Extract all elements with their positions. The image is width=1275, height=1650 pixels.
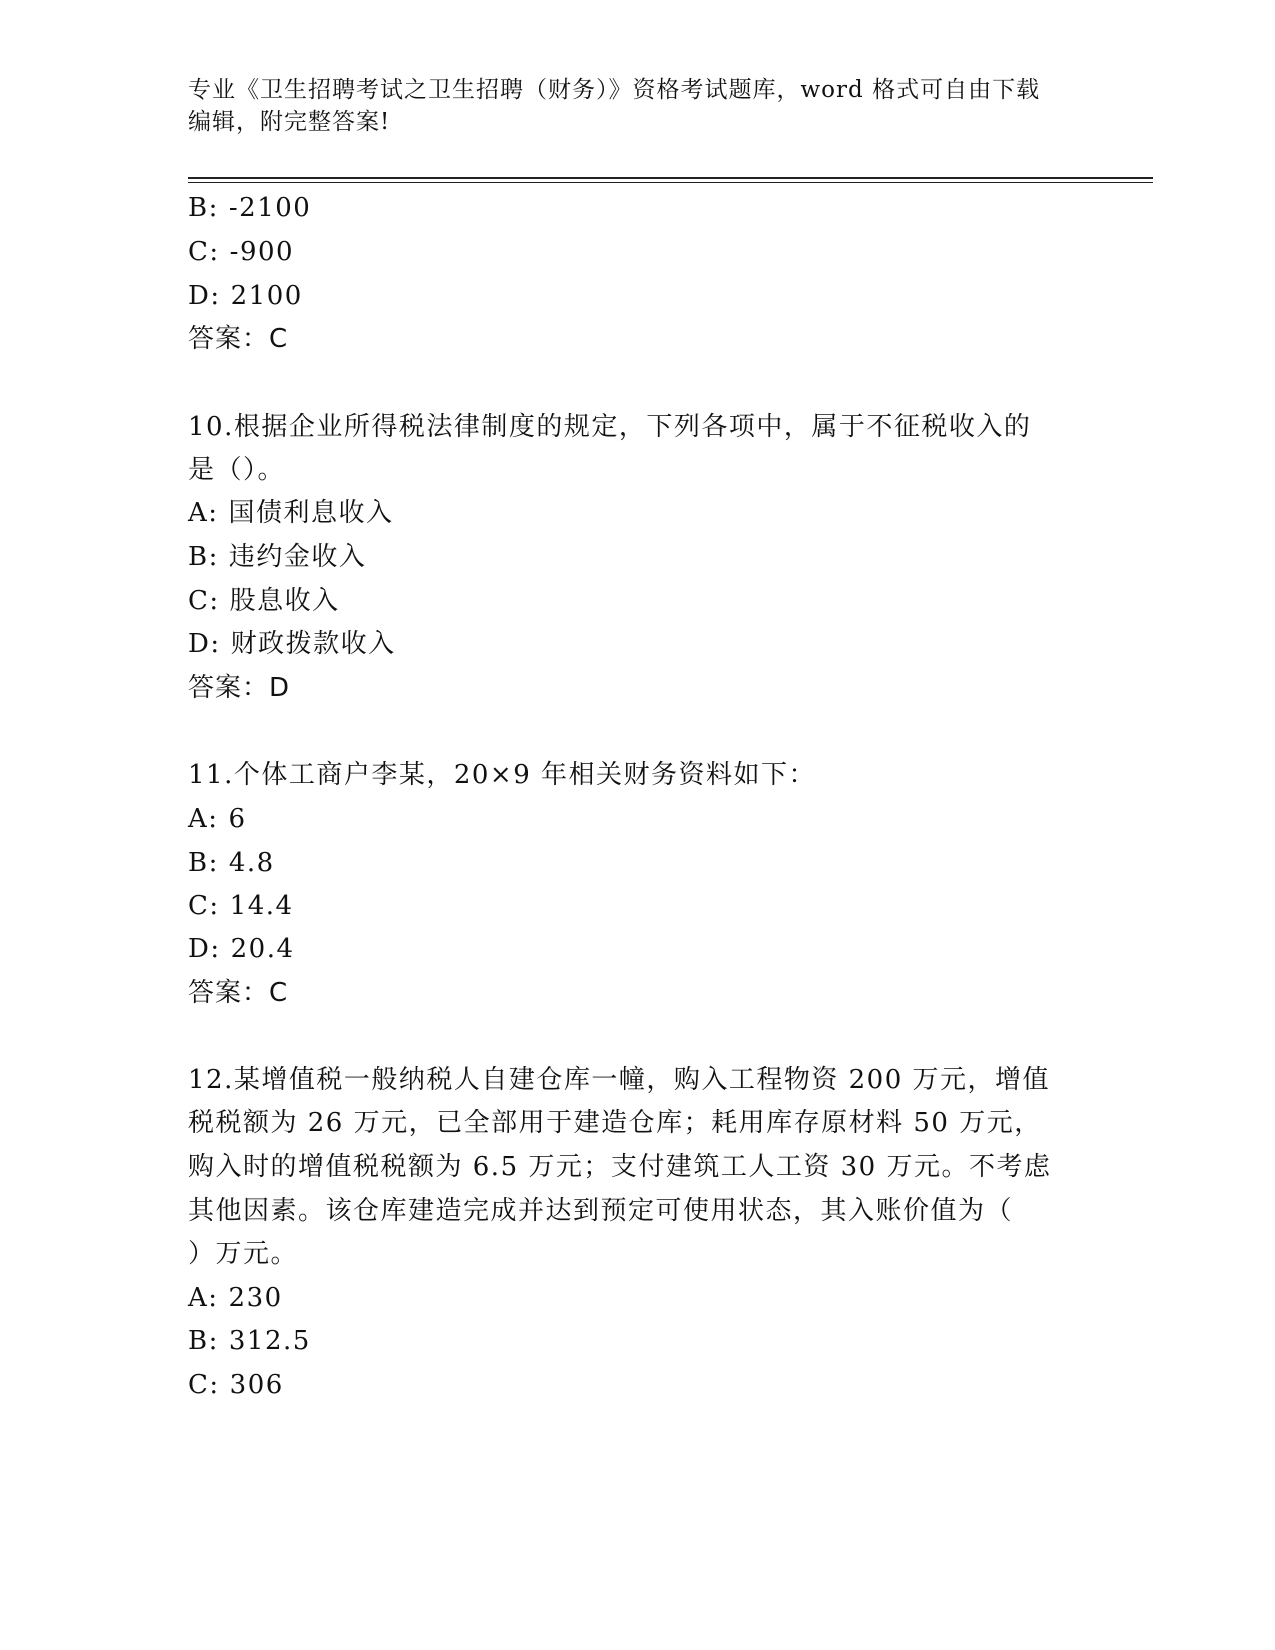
option-letter: B: (188, 848, 219, 878)
q11-option-c (188, 891, 294, 921)
option-text: 14.4 (229, 891, 294, 921)
q9-option-c (188, 237, 294, 267)
q10-option-b (188, 542, 366, 572)
option-text: 6 (228, 804, 247, 834)
option-text: 4.8 (228, 848, 275, 878)
option-text: 230 (228, 1283, 283, 1313)
option-letter: C: (188, 237, 220, 267)
header-divider-thin (188, 182, 1153, 183)
option-text: 312.5 (228, 1326, 311, 1356)
option-letter: A: (188, 804, 219, 834)
option-letter: B: (188, 193, 219, 223)
q9-answer: 答案：C (188, 324, 289, 354)
option-text: 违约金收入 (228, 542, 367, 572)
option-text: 股息收入 (229, 586, 340, 616)
q10-option-a (188, 498, 394, 528)
q12-stem-line-1: 12.某增值税一般纳税人自建仓库一幢，购入工程物资 200 万元，增值 (188, 1065, 1051, 1095)
q10-stem-line-1: 10.根据企业所得税法律制度的规定，下列各项中，属于不征税收入的 (188, 412, 1032, 442)
q11-stem-line-1: 11.个体工商户李某，20×9 年相关财务资料如下： (188, 760, 817, 790)
option-text: 306 (229, 1370, 284, 1400)
header-line-2: 编辑，附完整答案! (188, 109, 391, 135)
q10-option-d (188, 629, 396, 659)
q10-stem-line-2: 是（）。 (188, 455, 286, 485)
option-text: -900 (229, 237, 295, 267)
option-text: 财政拨款收入 (230, 629, 396, 659)
q11-option-d (188, 934, 295, 964)
option-text: -2100 (228, 193, 312, 223)
q12-option-a (188, 1283, 283, 1313)
option-text: 国债利息收入 (228, 498, 394, 528)
option-letter: D: (188, 934, 221, 964)
q10-answer: 答案：D (188, 673, 291, 703)
q12-stem-line-4: 其他因素。该仓库建造完成并达到预定可使用状态，其入账价值为（ (188, 1196, 1014, 1226)
q9-option-b (188, 193, 311, 223)
option-letter: A: (188, 1283, 219, 1313)
option-letter: D: (188, 281, 221, 311)
q11-option-b (188, 848, 275, 878)
option-letter: C: (188, 891, 220, 921)
option-text: 2100 (230, 281, 303, 311)
q12-stem-line-2: 税税额为 26 万元，已全部用于建造仓库；耗用库存原材料 50 万元， (188, 1108, 1042, 1138)
q10-option-c (188, 586, 340, 616)
option-letter: C: (188, 586, 220, 616)
option-letter: B: (188, 1326, 219, 1356)
option-letter: D: (188, 629, 221, 659)
option-letter: B: (188, 542, 219, 572)
q12-option-b (188, 1326, 311, 1356)
q9-option-d (188, 281, 303, 311)
q11-answer: 答案：C (188, 978, 289, 1008)
q12-stem-line-5: ）万元。 (188, 1239, 299, 1269)
q11-option-a (188, 804, 247, 834)
header-line-1: 专业《卫生招聘考试之卫生招聘（财务）》资格考试题库，word 格式可自由下载 (188, 77, 1041, 103)
q12-option-c (188, 1370, 284, 1400)
option-letter: A: (188, 498, 219, 528)
header-divider-thick (188, 177, 1153, 179)
option-letter: C: (188, 1370, 220, 1400)
document-header (188, 74, 1088, 138)
q12-stem-line-3: 购入时的增值税税额为 6.5 万元；支付建筑工人工资 30 万元。不考虑 (188, 1152, 1052, 1182)
option-text: 20.4 (230, 934, 295, 964)
